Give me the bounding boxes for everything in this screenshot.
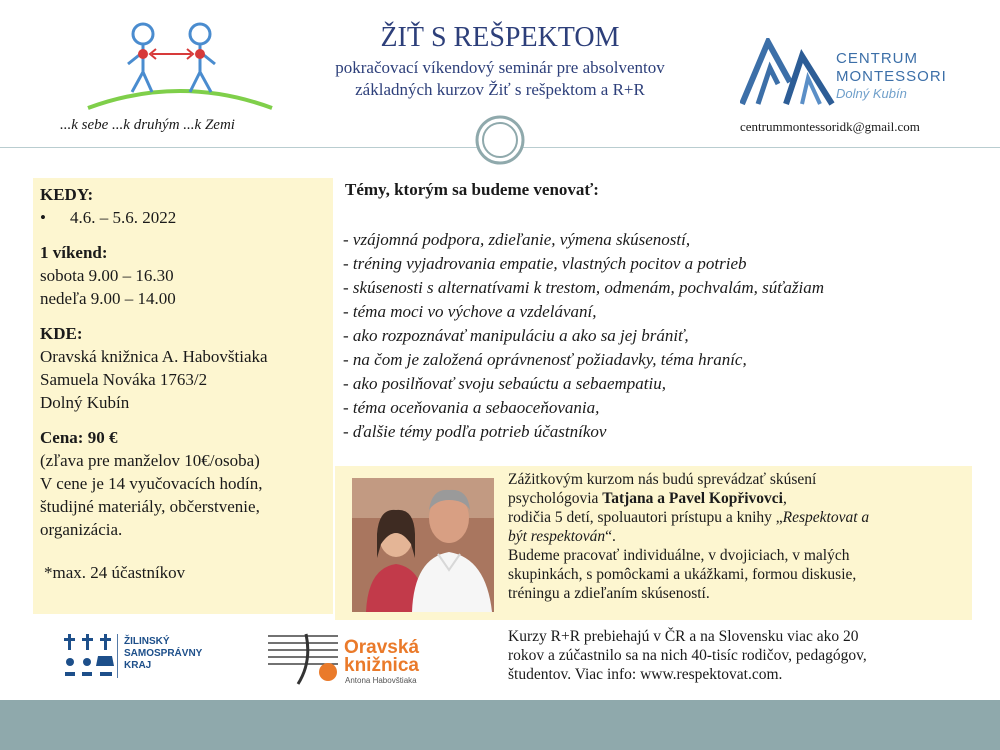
event-details <box>40 183 335 584</box>
contact-email: centrummontessoridk@gmail.com <box>740 119 920 134</box>
zsk-line: ŽILINSKÝ <box>124 636 170 647</box>
desc-text: psychológovia <box>508 490 603 507</box>
montessori-logo-icon <box>740 38 835 108</box>
library-line: knižnica <box>344 655 419 676</box>
info-line: rokov a zúčastnilo sa na nich 40-tisíc rodičov, pedagógov, <box>508 647 867 664</box>
desc-text: “. <box>605 528 616 545</box>
zsk-coat-of-arms-icon <box>62 632 118 678</box>
footer-bar <box>0 700 1000 750</box>
info-line: študentov. Viac info: www.respektovat.com. <box>508 666 783 683</box>
desc-line <box>508 489 968 508</box>
book-title: být respektován <box>508 528 606 545</box>
lecturers-description <box>508 470 968 603</box>
venue-line: Dolný Kubín <box>40 393 130 412</box>
desc-line <box>508 508 968 527</box>
sunday-hours: nedeľa 9.00 – 14.00 <box>40 289 176 308</box>
bullet: • <box>40 208 46 227</box>
library-logo-text <box>344 639 419 675</box>
topic-item: - skúsenosti s alternatívami k trestom, odmenám, pochvalám, súťažiam <box>343 278 825 297</box>
lecturers-photo <box>352 478 494 612</box>
price-line: organizácia. <box>40 520 123 539</box>
desc-line: tréningu a zdieľaním skúseností. <box>508 585 710 602</box>
topic-item: - vzájomná podpora, zdieľanie, výmena skúseností, <box>343 230 691 249</box>
topic-item: - ďalšie témy podľa potrieb účastníkov <box>343 422 607 441</box>
zit-s-respektom-logo <box>80 12 280 112</box>
desc-line <box>508 527 968 546</box>
desc-line: skupinkách, s pomôckami a ukážkami, formou diskusie, <box>508 566 857 583</box>
tagline: ...k sebe ...k druhým ...k Zemi <box>60 117 235 133</box>
topics-list <box>343 228 983 444</box>
page-subtitle <box>270 57 730 101</box>
book-title: Respektovat a <box>782 509 870 526</box>
venue-line: Oravská knižnica A. Habovštiaka <box>40 347 268 366</box>
zsk-logo-text <box>124 636 202 672</box>
date-row <box>40 206 335 229</box>
desc-line: Budeme pracovať individuálne, v dvojiciach, v malých <box>508 547 850 564</box>
montessori-logo-line3: Dolný Kubín <box>836 86 907 101</box>
rr-info <box>508 627 958 684</box>
event-date: 4.6. – 5.6. 2022 <box>70 208 177 227</box>
info-line: Kurzy R+R prebiehajú v ČR a na Slovensku viac ako 20 <box>508 628 859 645</box>
page-title: ŽIŤ S REŠPEKTOM <box>380 22 620 53</box>
topic-item: - ako rozpoznávať manipuláciu a ako sa jej brániť, <box>343 326 689 345</box>
weekend-label: 1 víkend: <box>40 243 108 262</box>
price-line: V cene je 14 vyučovacích hodín, <box>40 474 263 493</box>
when-label: KEDY: <box>40 185 94 204</box>
topic-item: - tréning vyjadrovania empatie, vlastných pocitov a potrieb <box>343 254 747 273</box>
subtitle-line: pokračovací víkendový seminár pre absolventov <box>335 58 665 77</box>
desc-text: rodičia 5 detí, spoluautori prístupu a knihy „ <box>508 509 783 526</box>
desc-line: Zážitkovým kurzom nás budú sprevádzať skúsení <box>508 471 817 488</box>
topic-item: - téma moci vo výchove a vzdelávaní, <box>343 302 597 321</box>
topics-title: Témy, ktorým sa budeme venovať: <box>345 180 599 199</box>
montessori-logo-line1: CENTRUM <box>836 50 918 67</box>
desc-text: , <box>782 490 787 507</box>
topic-item: - téma oceňovania a sebaoceňovania, <box>343 398 600 417</box>
zsk-line: KRAJ <box>124 660 152 671</box>
max-participants: *max. 24 účastníkov <box>44 563 186 582</box>
montessori-logo-line2: MONTESSORI <box>836 68 947 85</box>
topic-item: - na čom je založená oprávnenosť požiadavky, téma hraníc, <box>343 350 747 369</box>
lecturer-names: Tatjana a Pavel Kopřivovci <box>602 490 783 507</box>
library-line: Oravská <box>344 637 420 658</box>
price-line: študijné materiály, občerstvenie, <box>40 497 260 516</box>
saturday-hours: sobota 9.00 – 16.30 <box>40 266 174 285</box>
subtitle-line: základných kurzov Žiť s rešpektom a R+R <box>355 80 645 99</box>
library-logo-sub: Antona Habovštiaka <box>345 676 417 685</box>
circle-ornament-icon <box>474 114 526 166</box>
venue-line: Samuela Nováka 1763/2 <box>40 370 208 389</box>
price-label: Cena: 90 € <box>40 428 118 447</box>
price-line: (zľava pre manželov 10€/osoba) <box>40 451 260 470</box>
zsk-line: SAMOSPRÁVNY <box>124 648 203 659</box>
topic-item: - ako posilňovať svoju sebaúctu a sebaempatiu, <box>343 374 666 393</box>
where-label: KDE: <box>40 324 83 343</box>
library-logo-icon <box>266 628 342 688</box>
